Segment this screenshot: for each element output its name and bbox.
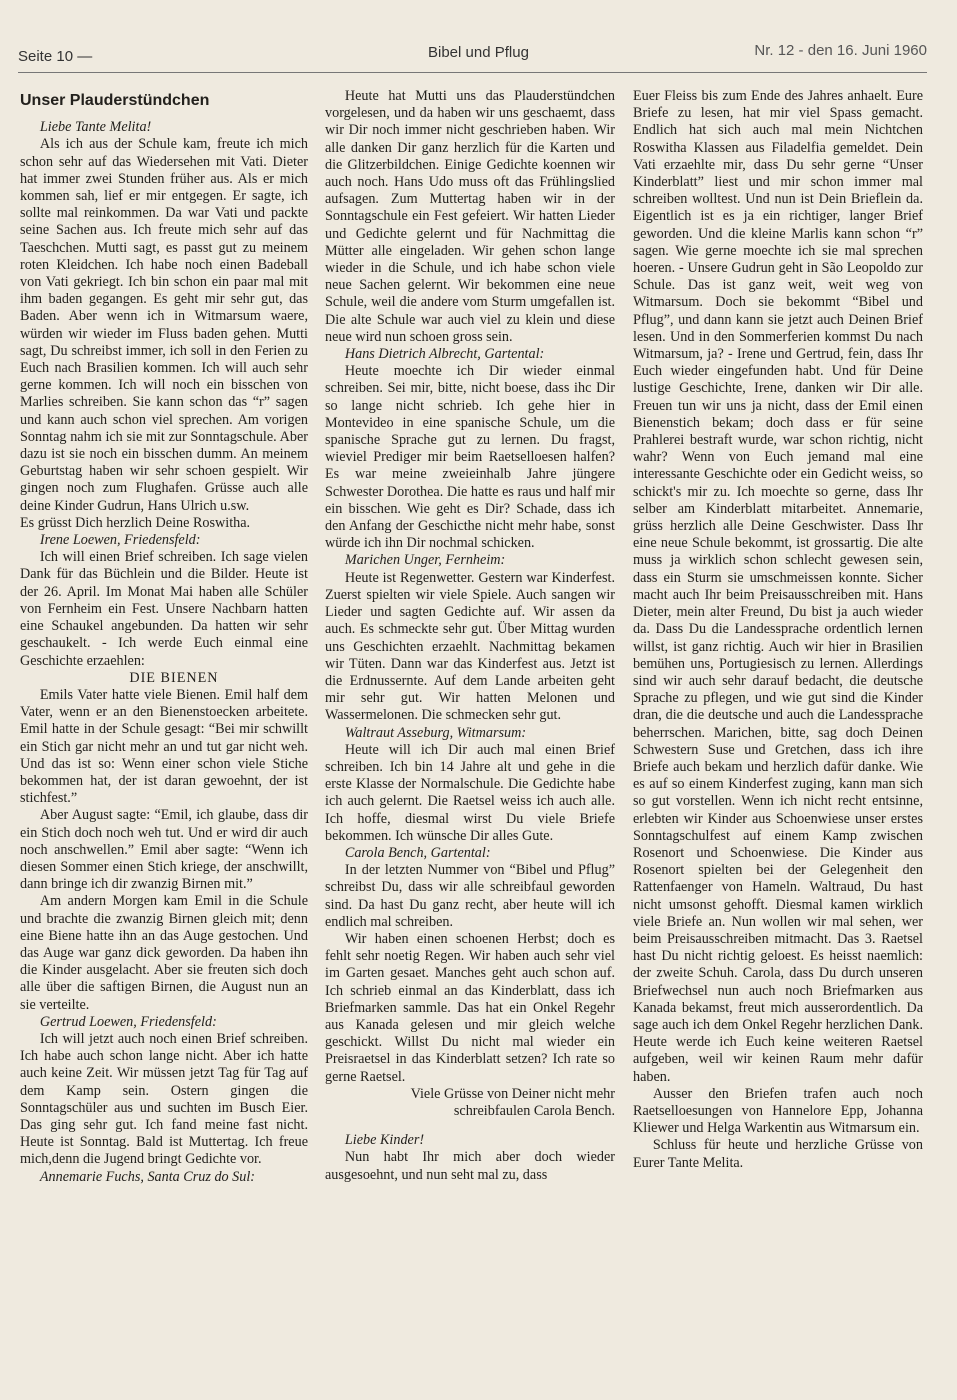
publication-title: Bibel und Pflug xyxy=(428,44,529,61)
story-title: DIE BIENEN xyxy=(129,669,219,686)
letter-signature: Hans Dietrich Albrecht, Gartental: xyxy=(344,346,545,363)
letter-signature: Waltraut Asseburg, Witmarsum: xyxy=(344,724,527,741)
page-header xyxy=(18,42,927,70)
story-paragraph: Aber August sagte: “Emil, ich glaube, dass dir ein Stich doch noch weh tut. Und er wird dir auch noch anschwellen.” Emil aber sagte: “Wenn ich diesen Sommer einen Stich kriege, der anschwillt, dann bringe ich dir zwanzig Birnen mit.” xyxy=(20,807,308,893)
letter-paragraph: Wir haben einen schoenen Herbst; doch es fehlt sehr noetig Regen. Wir haben auch sehr viel im Garten gesaet. Manches geht auch schon auf. Ich schrieb einmal an das Kinderblatt, dass ich Briefmarken sammle. Das hat ein Onkel Regehr aus Kanada gelesen und mir gleich welche geschickt. Willst Du nicht mal wieder ein Preisraetsel in das Kinderblatt setzen? Ich rate so gerne Raetsel. xyxy=(325,930,615,1085)
story-paragraph: Emils Vater hatte viele Bienen. Emil half dem Vater, wenn er an den Bienenstoecken arbeitete. Emil hatte in der Schule gesagt: “Bei mir schwillt ein Stich gar nicht mehr an und tut gar nicht weh. Und das ist so: Wenn einer schon viele Stiche bekommen hat, der ist daran gewoehnt, der ist stichfest.” xyxy=(20,686,308,807)
letter-closing: Es grüsst Dich herzlich Deine Roswitha. xyxy=(20,514,251,531)
letter-paragraph: Heute hat Mutti uns das Plauderstündchen vorgelesen, und da haben wir uns geschaemt, dass wir Dir noch immer nicht geschrieben haben. Wir alle danken Dir ganz herzlich für die Karten und die Glitzerbildchen. Einige Gedichte koennen wir auch noch. Hans Udo muss oft das Frühlingslied aufsagen. Zum Muttertag haben wir in der Sonntagschule ein Fest gefeiert. Wir hatten Lieder und Gedichte gelernt und für Nachmittag die Mütter alle eingeladen. Wir gehen schon lange wieder in die Schule, und ich habe schon viele neue Sachen gelernt. Wir bekommen eine neue Schule, weil die andere vom Sturm umgefallen ist. Die alte Schule war auch viel zu klein und diese neue wird nun schoen gross sein. xyxy=(325,88,615,345)
letter-closing: Viele Grüsse von Deiner nicht mehr schreibfaulen Carola Bench. xyxy=(410,1085,615,1119)
page-number: Seite 10 — xyxy=(18,48,93,65)
reply-greeting: Liebe Kinder! xyxy=(344,1132,425,1149)
reply-paragraph: Euer Fleiss bis zum Ende des Jahres anhaelt. Eure Briefe zu lesen, hat mir viel Spass gemacht. Endlich hat sich auch mal mein Nichtchen Roswitha Klassen aus Filadelfia gemeldet. Dein Vati erzaehlte mir, dass Du sehr gerne “Unser Kinderblatt” liest und mir schon immer mal schreiben wolltest. Und nun ist Dein Brieflein da. Eigentlich ist es ja ein richtiger, langer Brief geworden. Und die kleine Marlis kann schon “r” sagen. Wie gerne moechte ich sie mal sprechen hoeren. - Unsere Gudrun geht in São Leopoldo zur Schule. Das ist ganz weit, weit weg von Witmarsum. Doch sie bekommt “Bibel und Pflug”, und dann kann sie jetzt auch Deinen Brief lesen. Und in den Sommerferien kommst Du nach Witmarsum, ja? - Irene und Gertrud, fein, dass Ihr Euch wieder eingefunden habt. Und für Deine lustige Geschichte, Irene, danken wir Dir alle. Freuen tun wir uns ja nicht, dass der Emil einen Bienenstich bekam; doch dass er für seine Prahlerei bestraft wurde, war schon richtig, nicht wahr? Wenn von Euch jemand mal eine interessante Geschichte oder ein Gedicht weiss, so schickt's mir zu. Ich moechte so gerne, dass Ihr selber am Kinderblatt mitarbeitet. Annemarie, grüss herzlich alle Deine Geschwister. Dass Ihr eine neue Schule bekommt, ist grossartig. Die alte muss ja wirklich schon schlecht gewesen sein, dass ein Sturm sie umschmeissen konnte. Sicher macht auch Ihr beim Preisausschreiben mit. Hans Dieter, mein alter Freund, Du bist ja auch wieder da. Dass Du die Landessprache ordentlich lernen willst, ist ganz richtig. Auch wir hier in Brasilien bemühen uns, Portugiesisch zu lernen. Allerdings sind wir auch sehr darauf bedacht, die deutsche Sprache zu pflegen, und wie gut sind die Kinder dran, die die deutsche und auch die Landessprache beherrschen. Marichen, bitte, sag doch Deinen Schwestern Suse und Gretchen, dass ich ihre Briefe auch bekam und herzlich dafür danke. Wie es auf so einem Kinderfest zuging, kann man sich so gut vorstellen. Wenn ich nicht recht entsinne, erlebten wir Kinder aus Schoenwiese unser erstes Sonntagschulfest auf einem Kamp zwischen Rosenort und Schoenwiese. Die Kinder aus Rosenort spielten bei der Gelegenheit den Rattenfaenger von Hameln. Waltraud, Du hast nicht umsonst gehofft. Diesmal kamen wirklich viele Briefe an. Nun wollen wir mal sehen, wer beim Preisausschreiben mitmacht. Das 3. Raetsel hast Du nicht richtig geloest. Es heisst naemlich: der zweite Schuh. Carola, dass Du durch unseren Briefwechsel nun auch noch Briefmarken aus Kanada bekamst, freut mich ausserordentlich. Da sage auch ich dem Onkel Regehr herzlichen Dank. Heute werde ich Euch keine weiteren Raetsel aufgeben, weil wir keinen Raum mehr dafür haben. xyxy=(633,88,923,1085)
letter-signature: Irene Loewen, Friedensfeld: xyxy=(39,532,201,549)
letter-signature: Carola Bench, Gartental: xyxy=(344,844,491,861)
issue-date: Nr. 12 - den 16. Juni 1960 xyxy=(754,42,927,59)
column-1 xyxy=(20,88,308,1378)
letter-paragraph: Heute ist Regenwetter. Gestern war Kinderfest. Zuerst spielten wir viele Spiele. Auch sangen wir Lieder und sagten Gedichte auf. Wir assen da auch. Es schmeckte sehr gut. Über Mittag wurden uns Geschichten erzaehlt. Nachmittag bekamen wir Tüten. Dann war das Kinderfest aus. Jetzt ist die Erdnussernte. Auf dem Lande arbeiten geht mir sehr gut. Wir hatten Melonen und Wassermelonen. Die schmecken sehr gut. xyxy=(325,569,615,724)
letter-paragraph: Als ich aus der Schule kam, freute ich mich schon sehr auf das Wiedersehen mit Vati. Dieter hat immer zwei Stunden früher aus. Als er mich kommen sah, lief er mir entgegen. Er sagte, ich sollte mal reinkommen. Da war Vati und packte seine Sachen aus. Ich freute mich sehr auf das Taeschchen. Mutti sagt, es passt gut zu meinem roten Kleidchen. Ich habe noch einen Badeball von Vati gekriegt. Ich bin schon ein paar mal mit ihm baden gegangen. Es geht mir sehr gut, das Baden. Aber wenn ich in Witmarsum waere, würden wir wieder im Fluss baden gehen. Mutti sagt, Du schreibst immer, ich soll in den Ferien zu Euch nach Brasilien kommen. Ich will auch sehr gerne kommen. Ich will noch ein bisschen von Marlies schreiben. Sie kann schon das “r” sagen und kann auch schon viel sprechen. Am vorigen Sonntag nahm ich sie mit zur Sonntagschule. Aber dazu ist sie noch ein bisschen dumm. An meinem Geburtstag haben wir sehr schoen gespielt. Wir gingen noch zum Flughafen. Grüsse auch alle deine Kinder Gudrun, Hans Ulrich u.sw. xyxy=(20,136,308,514)
letter-paragraph: Ich will jetzt auch noch einen Brief schreiben. Ich habe auch schon lange nicht. Aber ich hatte auch keine Zeit. Wir müssen jetzt Tag für Tag auf dem Kamp sein. Ostern gingen die Sonntagschüler aus und suchten im Busch Eier. Das ging sehr gut. Ich fand meine fast nicht. Heute ist Sonntag. Bald ist Muttertag. Ich freue mich,denn die Jugend bringt Gedichte vor. xyxy=(20,1030,308,1168)
letter-paragraph: Heute will ich Dir auch mal einen Brief schreiben. Ich bin 14 Jahre alt und gehe in die erste Klasse der Normalschule. Die Gedichte habe ich auch gelernt. Die Raetsel weiss ich auch alle. Ich hoffe, diesmal wirst Du viele Briefe bekommen. Ich wünsche Dir alles Gute. xyxy=(325,741,615,844)
column-2 xyxy=(325,88,615,1378)
letter-paragraph: In der letzten Nummer von “Bibel und Pflug” schreibst Du, dass wir alle schreibfaul geworden sind. Da hast Du ganz recht, aber heute will ich endlich mal schreiben. xyxy=(325,862,615,930)
header-rule xyxy=(18,72,927,73)
letter-signature: Gertrud Loewen, Friedensfeld: xyxy=(39,1013,217,1030)
letter-greeting: Liebe Tante Melita! xyxy=(39,119,152,136)
reply-paragraph: Nun habt Ihr mich aber doch wieder ausgesoehnt, und nun seht mal zu, dass xyxy=(325,1149,615,1183)
reply-paragraph: Ausser den Briefen trafen auch noch Raetselloesungen von Hannelore Epp, Johanna Kliewer und Helga Warkentin aus Witmarsum ein. xyxy=(633,1085,923,1137)
letter-paragraph: Heute moechte ich Dir wieder einmal schreiben. Sei mir, bitte, nicht boese, dass ihc Dir so lange nicht schrieb. Ich gehe hier in Montevideo in eine spanische Schule, um die spanische Sprache gut zu lernen. Du fragst, wieviel Prediger mir beim Raetselloesen halfen? Es war meine zweieinhalb Jahre jüngere Schwester Dorothea. Die hatte es raus und half mir ein bisschen. Wie geht es Dir? Schade, dass ich den Anfang der Geschicthe nicht mehr habe, sonst würde ich ihn Dir nochmal schicken. xyxy=(325,363,615,552)
letter-signature: Annemarie Fuchs, Santa Cruz do Sul: xyxy=(39,1168,256,1185)
letter-signature: Marichen Unger, Fernheim: xyxy=(344,552,506,569)
reply-closing: Schluss für heute und herzliche Grüsse von Eurer Tante Melita. xyxy=(633,1137,923,1171)
section-title: Unser Plauderstündchen xyxy=(20,92,210,109)
letter-paragraph: Ich will einen Brief schreiben. Ich sage vielen Dank für das Büchlein und die Bilder. Heute ist der 26. April. Im Monat Mai haben alle Schüler von Fernheim ein Fest. Unsere Nachbarn hatten eine Schaukel angebunden. Da hatten wir sehr geschaukelt. - Ich werde Euch einmal eine Geschichte erzaehlen: xyxy=(20,549,308,669)
column-3 xyxy=(633,88,923,1378)
story-paragraph: Am andern Morgen kam Emil in die Schule und brachte die zwanzig Birnen gleich mit; denn eine Biene hatte ihn an das Auge gestochen. Und das Auge war ganz dick geworden. Da haben ihn die Kinder ausgelacht. Aber sie freuten sich doch alle über die saftigen Birnen, die August nun an sie verteilte. xyxy=(20,893,308,1013)
